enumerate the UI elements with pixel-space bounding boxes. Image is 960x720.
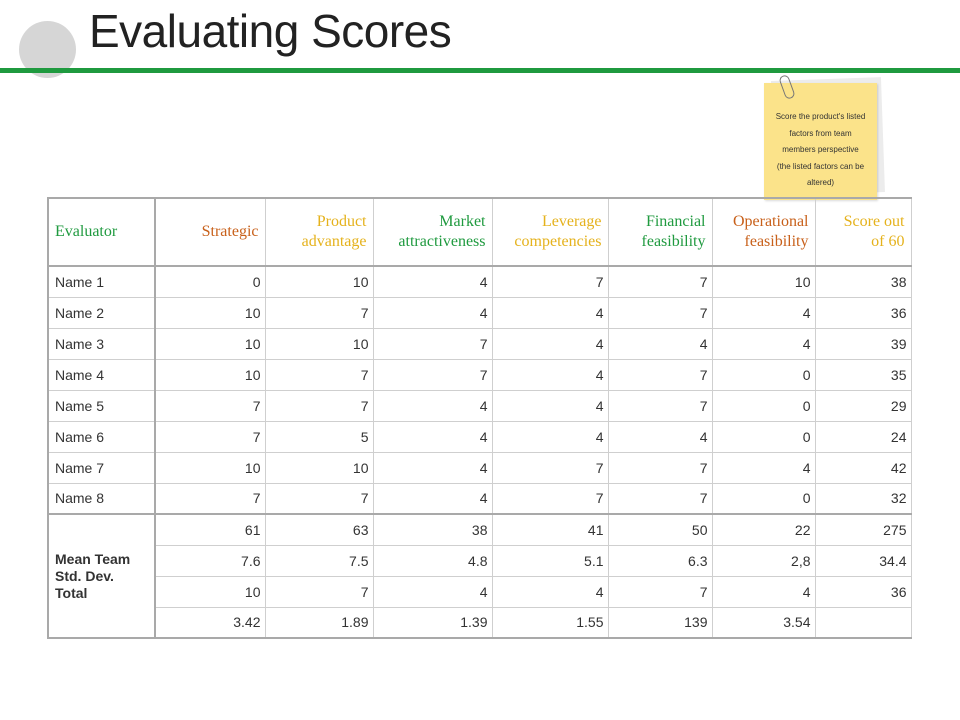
summary-label: Mean Team Std. Dev. Total — [48, 514, 155, 638]
cell-strategic: 10 — [155, 359, 265, 390]
cell-leverage-competencies: 4 — [492, 421, 608, 452]
summary-cell: 139 — [608, 607, 712, 638]
cell-product-advantage: 5 — [265, 421, 373, 452]
evaluator-name: Name 4 — [48, 359, 155, 390]
cell-leverage-competencies: 7 — [492, 266, 608, 297]
title-divider — [0, 68, 960, 73]
table-header-row — [48, 198, 911, 266]
cell-leverage-competencies: 7 — [492, 452, 608, 483]
table-row — [48, 483, 911, 514]
cell-financial-feasibility: 4 — [608, 328, 712, 359]
evaluator-name: Name 1 — [48, 266, 155, 297]
table-row — [48, 328, 911, 359]
cell-leverage-competencies: 4 — [492, 390, 608, 421]
cell-strategic: 0 — [155, 266, 265, 297]
summary-cell: 22 — [712, 514, 815, 545]
cell-product-advantage: 10 — [265, 452, 373, 483]
summary-cell: 4 — [712, 576, 815, 607]
evaluator-name: Name 7 — [48, 452, 155, 483]
cell-score: 32 — [815, 483, 911, 514]
note-line: factors from team — [789, 128, 852, 138]
summary-cell: 275 — [815, 514, 911, 545]
note-line: Score the product's listed — [775, 112, 866, 121]
summary-cell: 36 — [815, 576, 911, 607]
cell-financial-feasibility: 7 — [608, 452, 712, 483]
cell-strategic: 7 — [155, 390, 265, 421]
summary-row — [48, 576, 911, 607]
cell-score: 29 — [815, 390, 911, 421]
summary-cell: 5.1 — [492, 545, 608, 576]
cell-market-attractiveness: 7 — [373, 328, 492, 359]
summary-cell: 4 — [373, 576, 492, 607]
cell-product-advantage: 7 — [265, 483, 373, 514]
table-row — [48, 297, 911, 328]
cell-score: 38 — [815, 266, 911, 297]
cell-score: 39 — [815, 328, 911, 359]
table-row — [48, 421, 911, 452]
cell-score: 42 — [815, 452, 911, 483]
cell-financial-feasibility: 7 — [608, 266, 712, 297]
evaluator-name: Name 8 — [48, 483, 155, 514]
cell-financial-feasibility: 4 — [608, 421, 712, 452]
evaluator-name: Name 3 — [48, 328, 155, 359]
cell-market-attractiveness: 4 — [373, 421, 492, 452]
cell-strategic: 10 — [155, 297, 265, 328]
summary-row — [48, 545, 911, 576]
summary-cell: 3.42 — [155, 607, 265, 638]
cell-product-advantage: 7 — [265, 359, 373, 390]
summary-cell: 4.8 — [373, 545, 492, 576]
summary-row — [48, 514, 911, 545]
cell-operational-feasibility: 0 — [712, 390, 815, 421]
summary-cell: 7.5 — [265, 545, 373, 576]
cell-market-attractiveness: 7 — [373, 359, 492, 390]
cell-market-attractiveness: 4 — [373, 483, 492, 514]
cell-strategic: 7 — [155, 483, 265, 514]
summary-cell: 4 — [492, 576, 608, 607]
header-score-out-of-60: Score out of 60 — [815, 198, 911, 266]
cell-market-attractiveness: 4 — [373, 390, 492, 421]
page-title: Evaluating Scores — [89, 5, 452, 57]
cell-operational-feasibility: 0 — [712, 483, 815, 514]
table-row — [48, 359, 911, 390]
cell-operational-feasibility: 4 — [712, 297, 815, 328]
cell-leverage-competencies: 7 — [492, 483, 608, 514]
summary-cell: 41 — [492, 514, 608, 545]
note-line: (the listed factors can be — [776, 161, 865, 171]
cell-operational-feasibility: 10 — [712, 266, 815, 297]
cell-score: 24 — [815, 421, 911, 452]
cell-strategic: 10 — [155, 452, 265, 483]
cell-operational-feasibility: 0 — [712, 421, 815, 452]
summary-cell: 38 — [373, 514, 492, 545]
note-line: members perspective — [782, 145, 859, 154]
cell-financial-feasibility: 7 — [608, 390, 712, 421]
header-leverage-competencies: Leverage competencies — [492, 198, 608, 266]
cell-operational-feasibility: 0 — [712, 359, 815, 390]
header-market-attractiveness: Market attractiveness — [373, 198, 492, 266]
summary-cell: 10 — [155, 576, 265, 607]
summary-cell: 7 — [608, 576, 712, 607]
cell-financial-feasibility: 7 — [608, 359, 712, 390]
cell-operational-feasibility: 4 — [712, 328, 815, 359]
cell-operational-feasibility: 4 — [712, 452, 815, 483]
cell-leverage-competencies: 4 — [492, 328, 608, 359]
evaluator-name: Name 5 — [48, 390, 155, 421]
header-strategic: Strategic — [155, 198, 265, 266]
table-row — [48, 452, 911, 483]
header-financial-feasibility: Financial feasibility — [608, 198, 712, 266]
summary-cell: 50 — [608, 514, 712, 545]
evaluator-name: Name 2 — [48, 297, 155, 328]
table-row — [48, 266, 911, 297]
evaluator-name: Name 6 — [48, 421, 155, 452]
cell-strategic: 10 — [155, 328, 265, 359]
summary-cell — [815, 607, 911, 638]
summary-cell: 63 — [265, 514, 373, 545]
cell-market-attractiveness: 4 — [373, 452, 492, 483]
cell-leverage-competencies: 4 — [492, 359, 608, 390]
summary-cell: 34.4 — [815, 545, 911, 576]
cell-financial-feasibility: 7 — [608, 297, 712, 328]
cell-financial-feasibility: 7 — [608, 483, 712, 514]
cell-strategic: 7 — [155, 421, 265, 452]
cell-leverage-competencies: 4 — [492, 297, 608, 328]
header-product-advantage: Product advantage — [265, 198, 373, 266]
summary-cell: 1.89 — [265, 607, 373, 638]
cell-product-advantage: 7 — [265, 297, 373, 328]
summary-cell: 1.55 — [492, 607, 608, 638]
scores-table — [47, 197, 912, 639]
header-operational-feasibility: Operational feasibility — [712, 198, 815, 266]
summary-cell: 2,8 — [712, 545, 815, 576]
cell-score: 36 — [815, 297, 911, 328]
cell-score: 35 — [815, 359, 911, 390]
cell-product-advantage: 10 — [265, 328, 373, 359]
sticky-note — [764, 83, 877, 200]
cell-product-advantage: 10 — [265, 266, 373, 297]
table-row — [48, 390, 911, 421]
summary-cell: 3.54 — [712, 607, 815, 638]
cell-market-attractiveness: 4 — [373, 297, 492, 328]
note-line: altered) — [806, 178, 835, 187]
summary-cell: 7.6 — [155, 545, 265, 576]
summary-cell: 61 — [155, 514, 265, 545]
summary-cell: 6.3 — [608, 545, 712, 576]
summary-cell: 1.39 — [373, 607, 492, 638]
summary-row — [48, 607, 911, 638]
header-evaluator: Evaluator — [48, 198, 155, 266]
cell-market-attractiveness: 4 — [373, 266, 492, 297]
summary-cell: 7 — [265, 576, 373, 607]
cell-product-advantage: 7 — [265, 390, 373, 421]
